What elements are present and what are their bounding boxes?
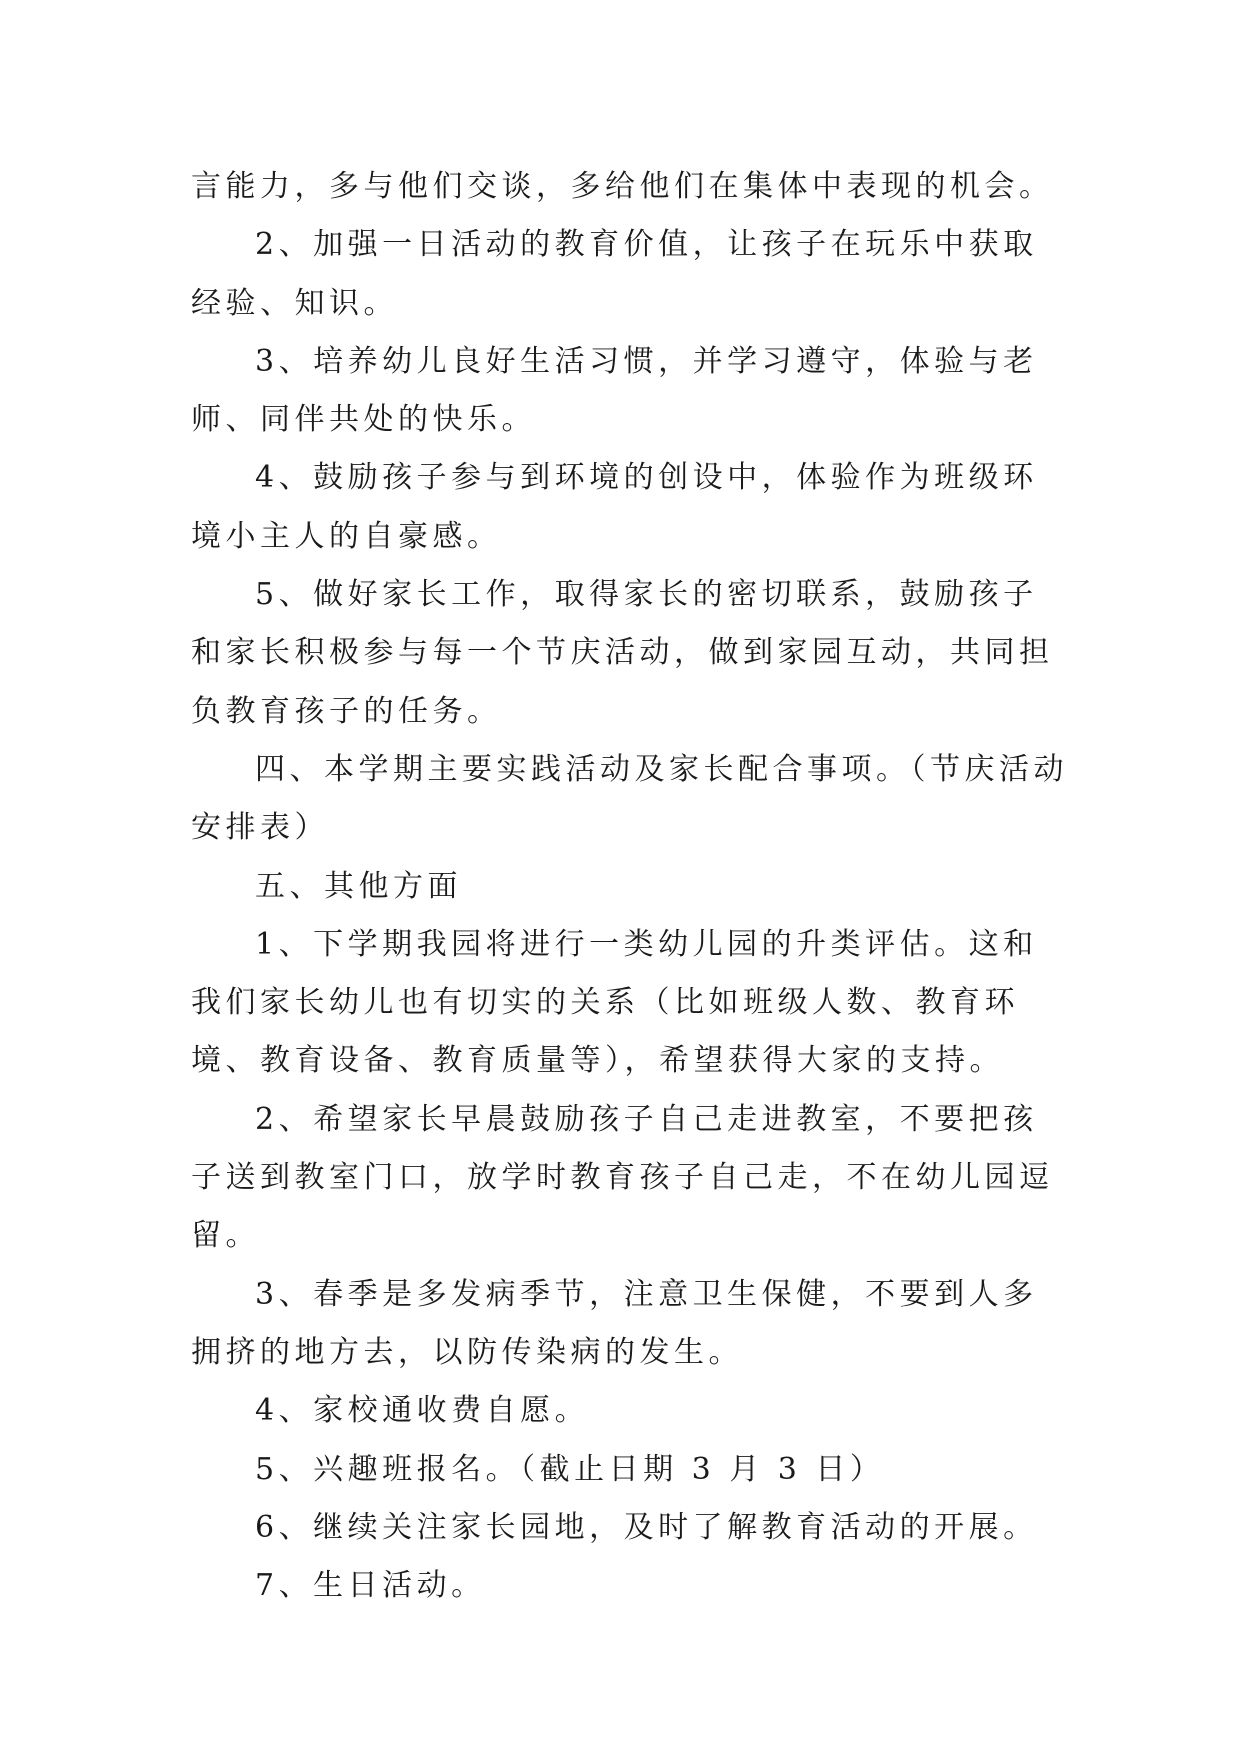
paragraph-other-3-health: 3、春季是多发病季节，注意卫生保健，不要到人多拥挤的地方去，以防传染病的发生。 bbox=[191, 1276, 1038, 1370]
paragraph-other-2-morning: 2、希望家长早晨鼓励孩子自己走进教室，不要把孩子送到教室门口，放学时教育孩子自己走，不在幼儿园逗留。 bbox=[191, 1101, 1054, 1254]
paragraph-other-7-birthday: 7、生日活动。 bbox=[255, 1568, 486, 1604]
paragraph-item-5-parent-work: 5、做好家长工作，取得家长的密切联系，鼓励孩子和家长积极参与每一个节庆活动，做到家园互动，共同担负教育孩子的任务。 bbox=[191, 577, 1054, 729]
document-body bbox=[191, 158, 1071, 1615]
paragraph-other-4-fees: 4、家校通收费自愿。 bbox=[255, 1393, 590, 1429]
paragraph-item-3-habits: 3、培养幼儿良好生活习惯，并学习遵守，体验与老师、同伴共处的快乐。 bbox=[191, 343, 1038, 438]
section-heading-four: 四、本学期主要实践活动及家长配合事项。（节庆活动安排表） bbox=[191, 751, 1068, 846]
paragraph-other-5-interest-class: 5、兴趣班报名。（截止日期 3 月 3 日） bbox=[255, 1451, 885, 1487]
paragraph-item-2-teaching-value: 2、加强一日活动的教育价值，让孩子在玩乐中获取经验、知识。 bbox=[191, 227, 1038, 321]
paragraph-other-1-evaluation: 1、下学期我园将进行一类幼儿园的升类评估。这和我们家长幼儿也有切实的关系（比如班级人数、教育环境、教育设备、教育质量等），希望获得大家的支持。 bbox=[191, 926, 1038, 1079]
paragraph-other-6-parent-garden: 6、继续关注家长园地，及时了解教育活动的开展。 bbox=[255, 1509, 1038, 1545]
section-heading-five: 五、其他方面 bbox=[255, 868, 462, 904]
paragraph-continuation: 言能力，多与他们交谈，多给他们在集体中表现的机会。 bbox=[191, 169, 1054, 204]
paragraph-item-4-environment: 4、鼓励孩子参与到环境的创设中，体验作为班级环境小主人的自豪感。 bbox=[191, 460, 1038, 554]
